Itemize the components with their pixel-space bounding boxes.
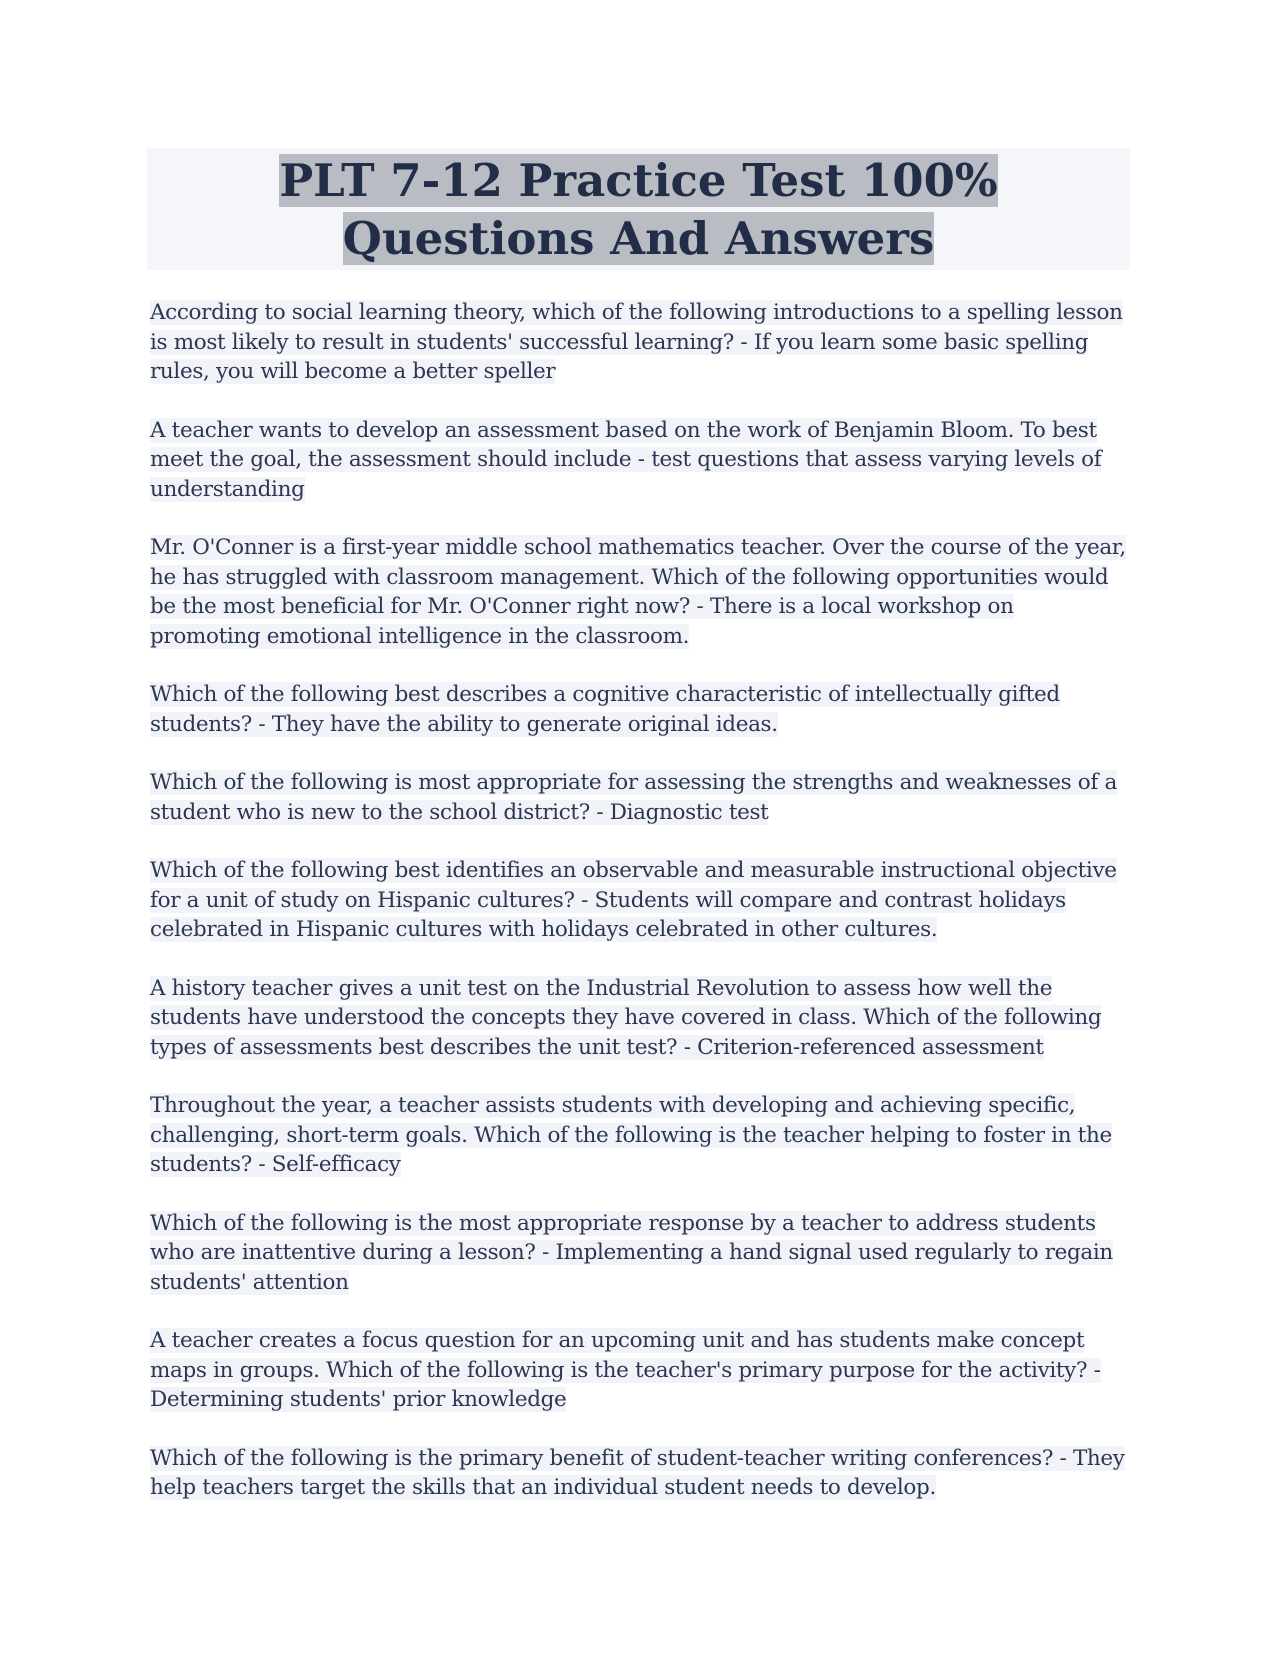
qa-question: Throughout the year, a teacher assists students with developing and achieving specific, challenging, short-term goals. Which of the following is the teacher helping to foster in the students?: [150, 1093, 1112, 1177]
qa-separator: -: [631, 447, 652, 472]
qa-separator: -: [677, 1034, 698, 1060]
qa-text: [150, 1211, 1113, 1295]
qa-separator: -: [251, 711, 272, 737]
qa-question: A teacher creates a focus question for an upcoming unit and has students make concept maps in groups. Which of the following is the teacher's primary purpose for the activity?: [150, 1328, 1088, 1383]
qa-question: Which of the following best describes a cognitive characteristic of intellectually gifted students?: [150, 682, 1060, 737]
qa-answer: Implementing a hand signal used regularly to regain students' attention: [150, 1240, 1113, 1295]
qa-question: A history teacher gives a unit test on the Industrial Revolution to assess how well the students have understood the concepts they have covered in class. Which of the following types of assessments best describes the unit test?: [150, 975, 1102, 1060]
qa-answer: Criterion-referenced assessment: [697, 1034, 1044, 1060]
qa-answer: They have the ability to generate original ideas.: [271, 711, 778, 737]
qa-separator: -: [690, 594, 710, 619]
qa-answer: Students will compare and contrast holidays celebrated in Hispanic cultures with holidays celebrated in other cultures.: [150, 887, 1066, 942]
qa-item: [150, 1444, 1130, 1503]
qa-separator: -: [1087, 1357, 1101, 1383]
qa-separator: -: [574, 887, 595, 913]
qa-answer: Diagnostic test: [609, 799, 769, 825]
qa-text: [150, 300, 1123, 384]
qa-separator: -: [251, 1152, 272, 1177]
qa-text: [150, 858, 1117, 942]
qa-item: [150, 768, 1130, 827]
qa-text: [150, 1328, 1101, 1412]
qa-text: [150, 682, 1060, 737]
qa-question: Which of the following is the most appropriate response by a teacher to address students who are inattentive during a lesson?: [150, 1210, 1096, 1265]
qa-text: [150, 976, 1101, 1060]
qa-answer: test questions that assess varying levels of understanding: [150, 447, 1102, 502]
qa-answer: Determining students' prior knowledge: [150, 1387, 567, 1412]
qa-question: According to social learning theory, which of the following introductions to a spelling lesson is most likely to result in students' successful learning?: [150, 300, 1123, 355]
qa-answer: If you learn some basic spelling rules, you will become a better speller: [150, 329, 1089, 384]
qa-text: [150, 418, 1101, 502]
qa-separator: -: [1053, 1445, 1073, 1471]
qa-text: [150, 1446, 1125, 1501]
qa-list: [147, 298, 1130, 1503]
qa-item: [150, 1326, 1130, 1415]
qa-separator: -: [589, 799, 610, 825]
qa-text: [150, 770, 1117, 825]
qa-separator: -: [535, 1240, 556, 1265]
qa-item: [150, 1209, 1130, 1298]
qa-item: [150, 416, 1130, 505]
qa-item: [150, 974, 1130, 1063]
qa-text: [150, 535, 1126, 649]
qa-separator: -: [733, 329, 754, 355]
qa-answer: There is a local workshop on promoting emotional intelligence in the classroom.: [150, 594, 1014, 649]
qa-text: [150, 1093, 1112, 1177]
qa-item: [150, 856, 1130, 945]
qa-item: [150, 680, 1130, 739]
qa-answer: Self-efficacy: [271, 1152, 401, 1177]
qa-question: Which of the following is the primary benefit of student-teacher writing conferences?: [150, 1445, 1054, 1471]
page-title: PLT 7-12 Practice Test 100% Questions And Answers: [279, 154, 998, 265]
document-page: [147, 148, 1130, 1532]
qa-question: A teacher wants to develop an assessment based on the work of Benjamin Bloom. To best meet the goal, the assessment should include: [150, 417, 1097, 472]
qa-item: [150, 1091, 1130, 1180]
qa-question: Which of the following best identifies an observable and measurable instructional objective for a unit of study on Hispanic cultures?: [150, 858, 1117, 913]
qa-question: Mr. O'Conner is a first-year middle school mathematics teacher. Over the course of the year, he has struggled with classroom management. Which of the following opportunities would be the most beneficial for Mr. O'Conner right now?: [150, 535, 1126, 619]
qa-question: Which of the following is most appropriate for assessing the strengths and weaknesses of a student who is new to the school district?: [150, 770, 1117, 825]
qa-item: [150, 533, 1130, 651]
qa-answer: They help teachers target the skills that an individual student needs to develop.: [150, 1445, 1125, 1500]
title-block: [147, 148, 1130, 270]
qa-item: [150, 298, 1130, 387]
